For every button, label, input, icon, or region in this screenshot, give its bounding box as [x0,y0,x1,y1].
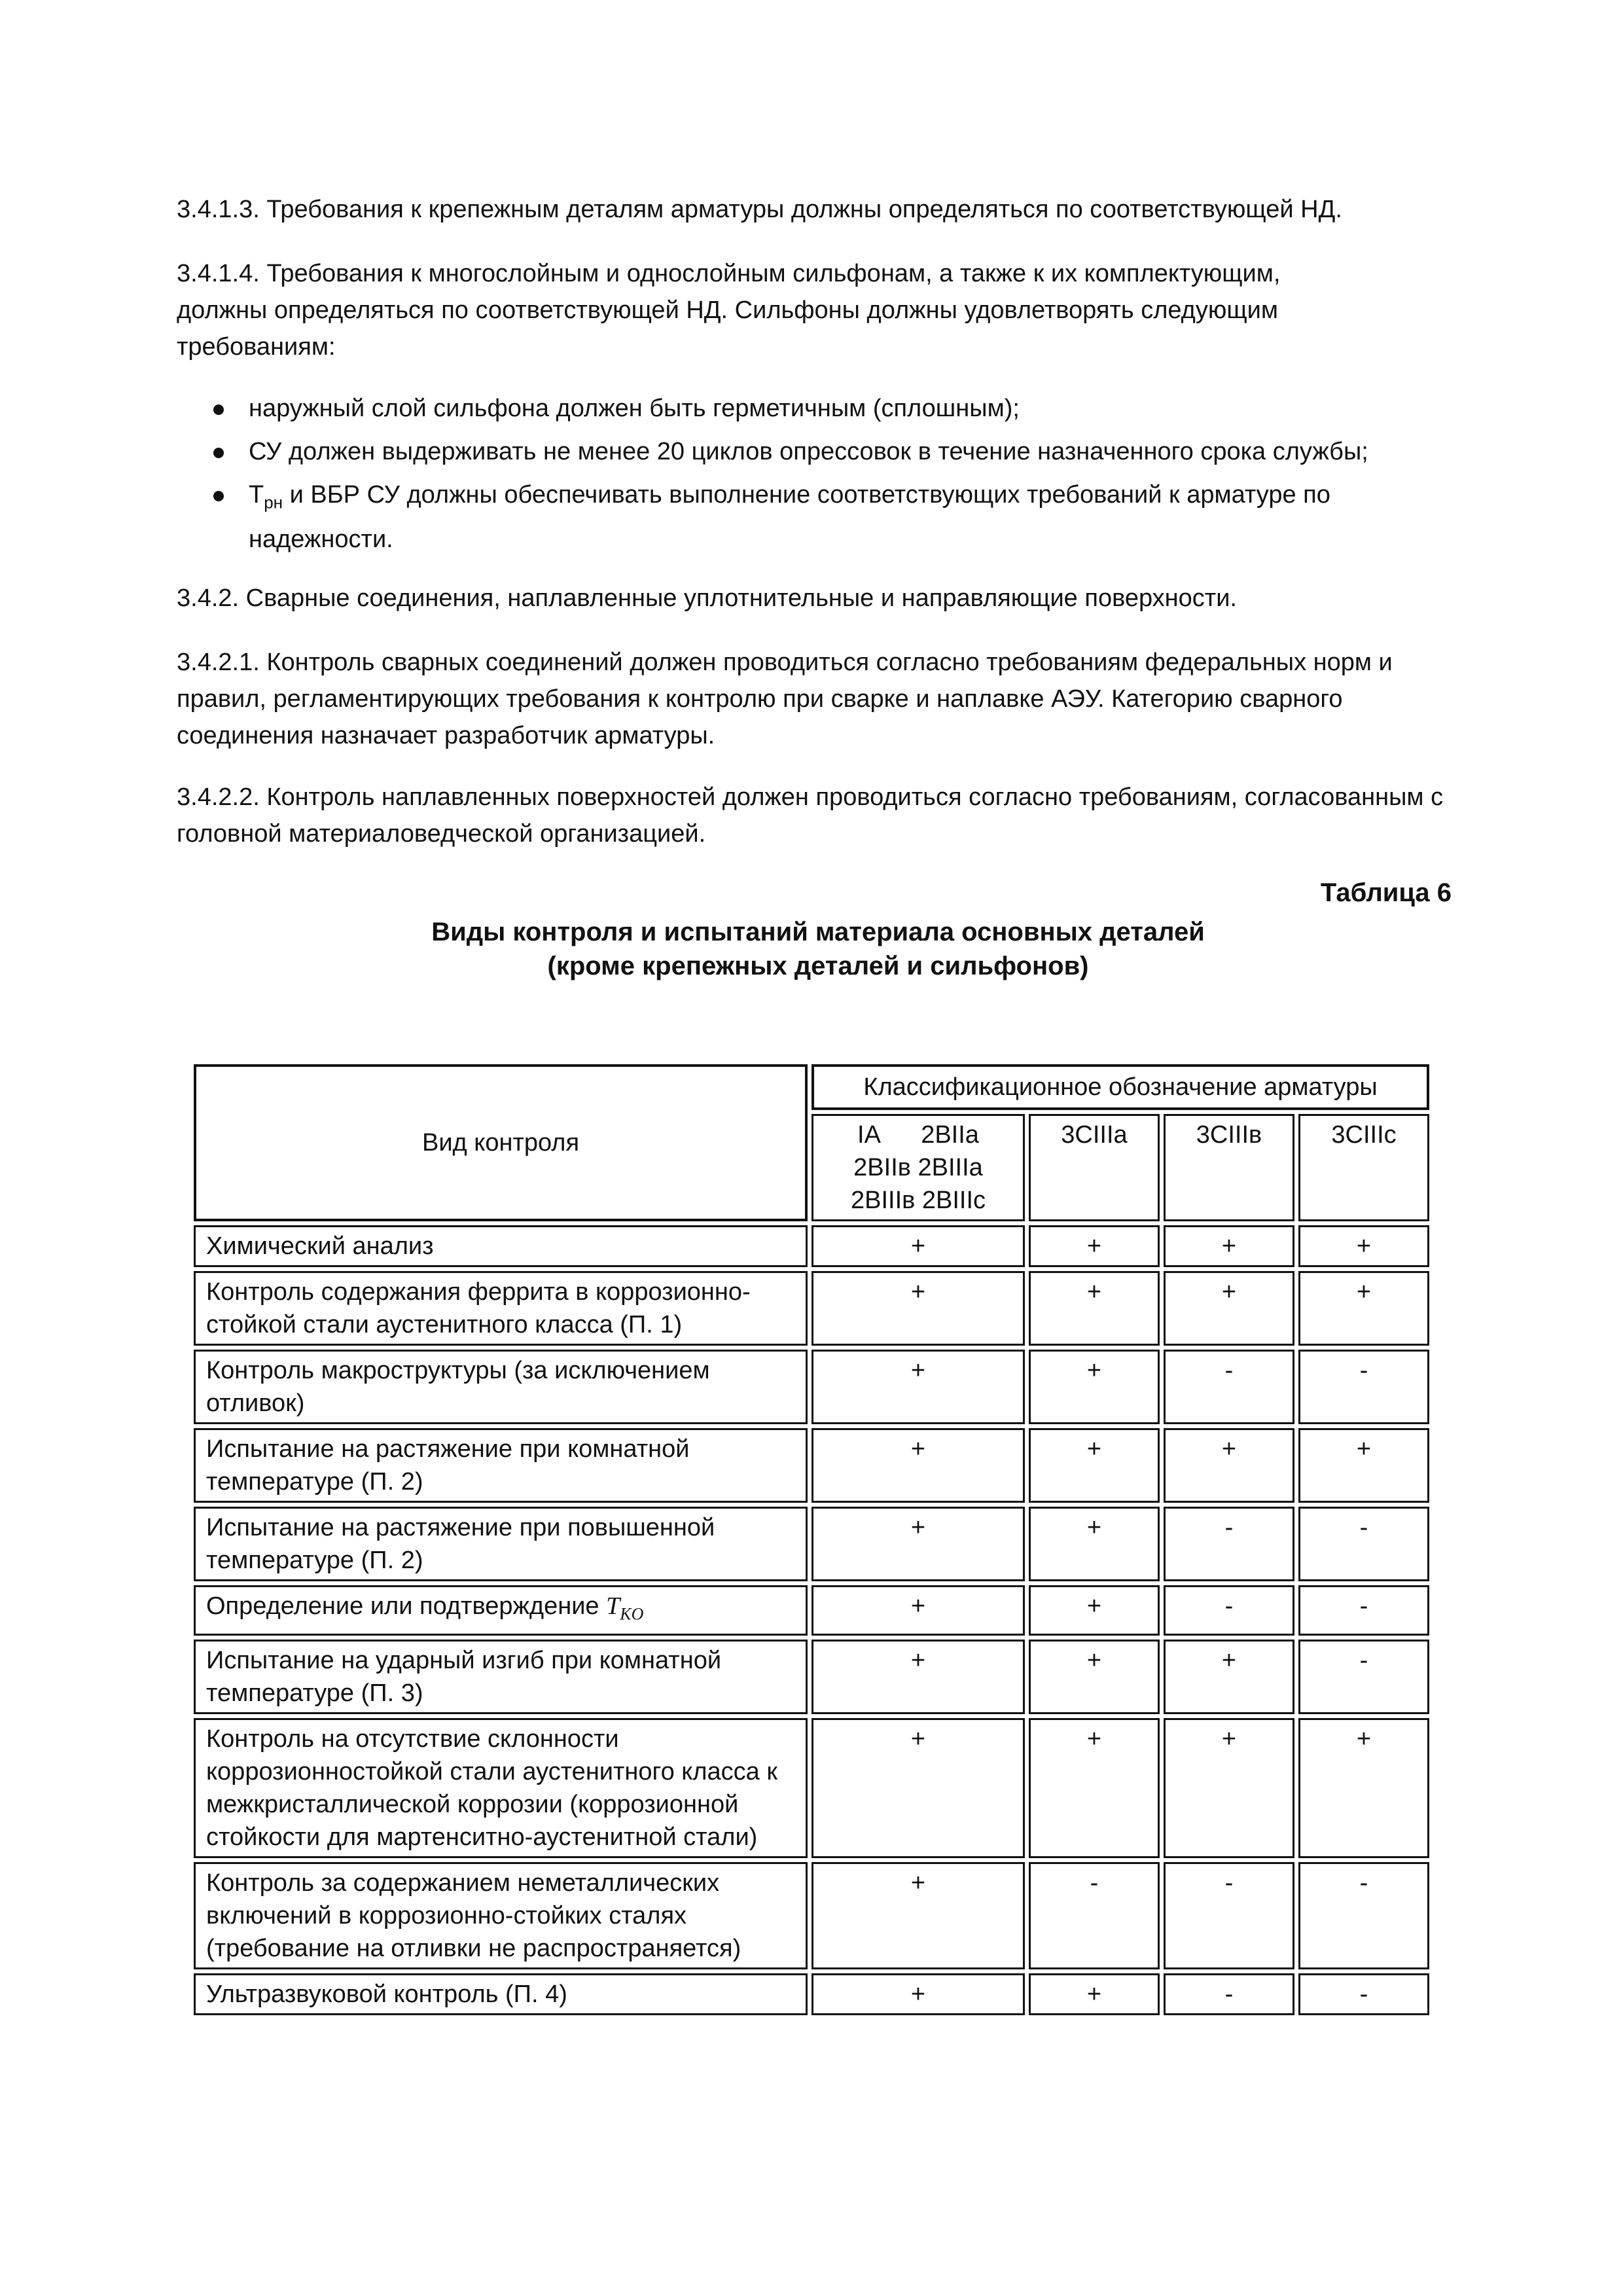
cell-value: + [1029,1585,1160,1636]
cell-value: + [1029,1640,1160,1714]
list-item-text: СУ должен выдерживать не менее 20 циклов опрессовок в течение назначенного срока службы; [249,438,1368,465]
cell-value: + [812,1350,1025,1424]
table-row [194,1428,1429,1503]
header-col-line: 2BIIIв 2BIIIc [850,1187,986,1214]
paragraph-3-4-1-4 [177,255,1459,365]
cell-control-name [194,1718,808,1858]
cell-control-name [194,1428,808,1503]
table-row [194,1271,1429,1346]
cell-value: + [1029,1973,1160,2015]
control-name-text: Испытание на растяжение при повышенной температуре (П. 2) [206,1514,715,1574]
cell-value: + [1298,1718,1429,1858]
paragraph-line: 3.4.1.4. Требования к многослойным и однослойным сильфонам, а также к их комплектующим, [177,260,1281,287]
cell-value: - [1298,1507,1429,1581]
cell-control-name [194,1862,808,1969]
table-number: Таблица 6 [1320,878,1452,907]
symbol-t: Т [249,481,264,509]
cell-value: + [812,1507,1025,1581]
cell-value: - [1164,1350,1294,1424]
cell-value: + [1164,1225,1294,1267]
list-item [177,433,1472,470]
control-name-text: Контроль на отсутствие склонности коррозионностойкой стали аустенитного класса к межкристаллической коррозии (коррозионной стойкости для мартенситно-аустенитной стали) [206,1725,777,1851]
cell-value: + [812,1718,1025,1858]
cell-value: + [1029,1350,1160,1424]
cell-value: + [1164,1718,1294,1858]
control-name-text: Испытание на ударный изгиб при комнатной температуре (П. 3) [206,1646,722,1707]
control-types-table [190,1060,1433,2019]
cell-value: + [812,1973,1025,2015]
control-name-text: Испытание на растяжение при комнатной температуре (П. 2) [206,1435,690,1496]
cell-control-name [194,1585,808,1636]
table-header-row [194,1064,1429,1110]
cell-value: + [812,1585,1025,1636]
cell-control-name [194,1640,808,1714]
cell-value: - [1298,1640,1429,1714]
paragraph-3-4-1-3: 3.4.1.3. Требования к крепежным деталям арматуры должны определяться по соответствующей НД. [177,196,1342,223]
cell-value: + [1029,1718,1160,1858]
cell-value: - [1298,1973,1429,2015]
cell-value: + [1164,1271,1294,1346]
cell-value: + [1029,1271,1160,1346]
paragraph-line: требованиям: [177,333,336,361]
header-col-3ciiiv: 3CIIIв [1164,1114,1294,1221]
header-col-line: IA 2BIIa [857,1121,979,1149]
cell-value: + [1029,1225,1160,1267]
cell-value: - [1029,1862,1160,1969]
header-classification: Классификационное обозначение арматуры [812,1064,1429,1110]
cell-control-name [194,1225,808,1267]
requirements-list [177,390,1472,564]
paragraph-3-4-2-2: 3.4.2.2. Контроль наплавленных поверхностей должен проводиться согласно требованиям, согласованным с головной материаловедческой организацией. [177,783,1444,848]
cell-value: + [1164,1428,1294,1503]
cell-control-name [194,1271,808,1346]
table-row [194,1973,1429,2015]
header-col-group1 [812,1114,1025,1221]
cell-value: + [812,1271,1025,1346]
cell-value: + [812,1862,1025,1969]
cell-control-name [194,1350,808,1424]
cell-value: + [812,1225,1025,1267]
header-col-line: 2BIIв 2BIIIa [853,1154,983,1181]
table-row [194,1225,1429,1267]
header-col-3ciiia: 3CIIIa [1029,1114,1160,1221]
cell-value: - [1164,1585,1294,1636]
header-col-3ciiic: 3CIIIc [1298,1114,1429,1221]
cell-value: + [812,1428,1025,1503]
table-row [194,1350,1429,1424]
cell-value: - [1298,1585,1429,1636]
table-row [194,1862,1429,1969]
table-row [194,1718,1429,1858]
cell-value: - [1164,1973,1294,2015]
paragraph-3-4-2: 3.4.2. Сварные соединения, наплавленные уплотнительные и направляющие поверхности. [177,584,1237,612]
cell-value: + [812,1640,1025,1714]
control-name-text: Химический анализ [206,1232,434,1260]
cell-control-name [194,1973,808,2015]
table-row [194,1585,1429,1636]
cell-value: + [1029,1507,1160,1581]
control-name-text: Ультразвуковой контроль (П. 4) [206,1980,567,2008]
table-row [194,1640,1429,1714]
cell-value: - [1298,1350,1429,1424]
control-name-text: Контроль содержания феррита в коррозионно-стойкой стали аустенитного класса (П. 1) [206,1278,751,1338]
paragraph-line: должны определяться по соответствующей НД. Сильфоны должны удовлетворять следующим [177,296,1278,324]
bullet-icon [213,404,224,415]
list-item-text [249,481,1330,553]
cell-value: + [1164,1640,1294,1714]
table-row [194,1507,1429,1581]
table-caption-line2: (кроме крепежных деталей и сильфонов) [547,952,1089,980]
list-item-rest: и ВБР СУ должны обеспечивать выполнение соответствующих требований к арматуре по надежности. [249,481,1330,553]
cell-value: + [1298,1271,1429,1346]
cell-value: + [1298,1428,1429,1503]
symbol-tko: T [606,1592,620,1620]
cell-value: + [1298,1225,1429,1267]
header-control-type: Вид контроля [194,1064,808,1221]
cell-control-name [194,1507,808,1581]
paragraph-3-4-2-1: 3.4.2.1. Контроль сварных соединений должен проводиться согласно требованиям федеральных норм и правил, регламентирующих требования к контролю при сварке и наплавке АЭУ. Категорию сварного соединения назначает разработчик арматуры. [177,649,1393,749]
list-item-text: наружный слой сильфона должен быть герметичным (сплошным); [249,395,1020,422]
control-name-text: Определение или подтверждение [206,1592,607,1620]
control-name-text: Контроль за содержанием неметаллических включений в коррозионно-стойких сталях (требование на отливки не распространяется) [206,1869,741,1962]
cell-value: - [1298,1862,1429,1969]
symbol-tko-subscript: KO [620,1604,644,1624]
cell-value: - [1164,1507,1294,1581]
cell-value: - [1164,1862,1294,1969]
list-item [177,476,1472,558]
symbol-subscript: рн [264,492,283,512]
cell-value: + [1029,1428,1160,1503]
bullet-icon [213,448,224,458]
list-item [177,390,1472,427]
table-caption-line1: Виды контроля и испытаний материала основных деталей [431,918,1205,946]
control-name-text: Контроль макроструктуры (за исключением отливок) [206,1357,710,1417]
bullet-icon [213,491,224,501]
